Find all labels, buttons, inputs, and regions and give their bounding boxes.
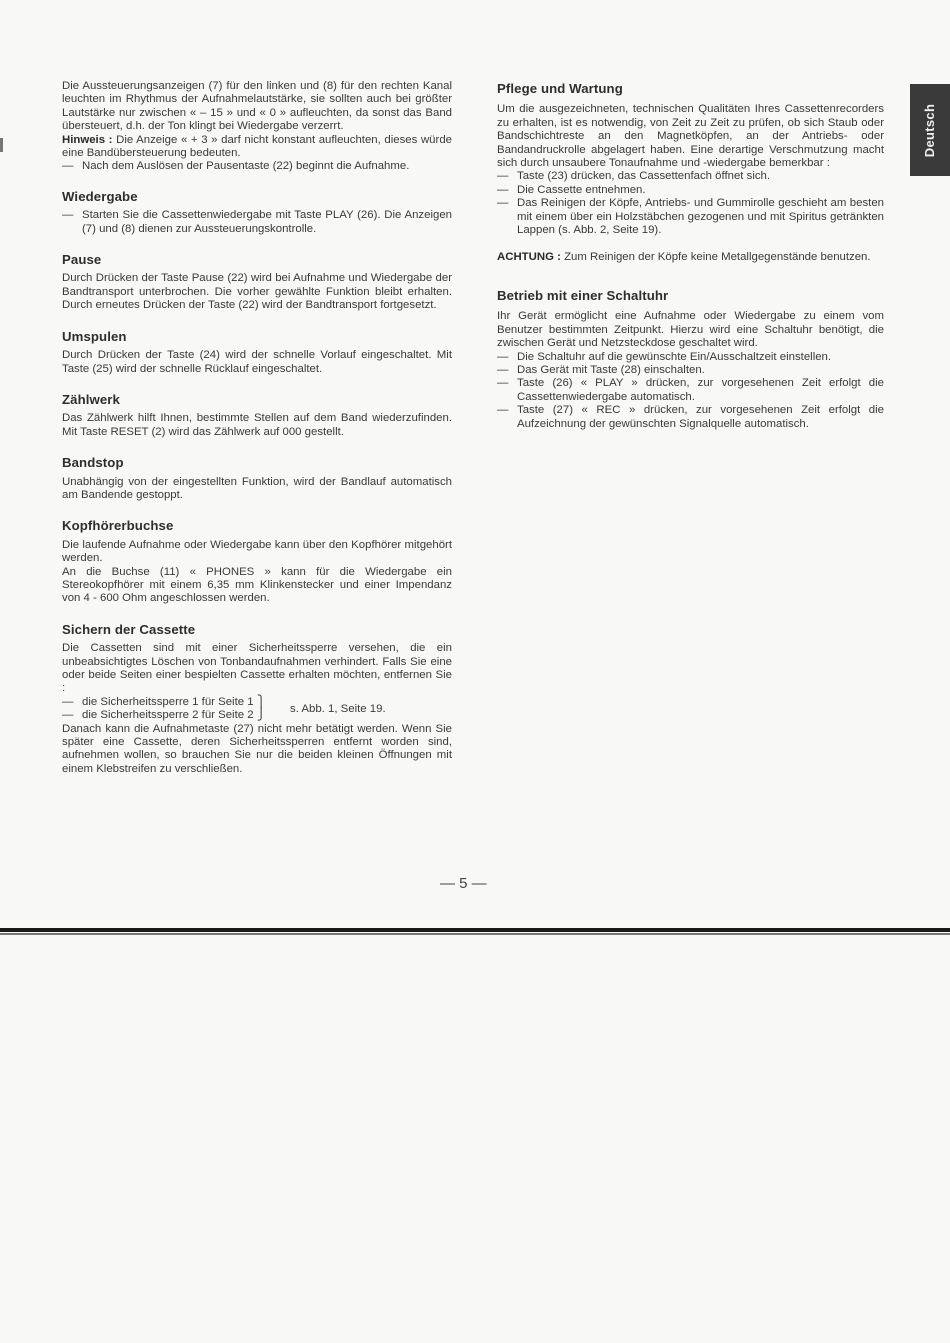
- lock-list: [62, 696, 452, 723]
- section-pause: [62, 253, 452, 313]
- section-text: Die laufende Aufnahme oder Wiedergabe kann über den Kopfhörer mitgehört werden.: [62, 538, 452, 565]
- section-text: An die Buchse (11) « PHONES » kann für die Wiedergabe ein Stereokopfhörer mit einem 6,35 mm Klinkenstecker und einer Impendanz von 4 - 600 Ohm angeschlossen werden.: [62, 565, 452, 605]
- section-title: Pause: [62, 252, 102, 268]
- list-item: — Das Gerät mit Taste (28) einschalten.: [497, 363, 705, 376]
- section-title: Wiedergabe: [62, 188, 138, 204]
- section-text: Das Zählwerk hilft Ihnen, bestimmte Stellen auf dem Band wiederzufinden. Mit Taste RESET (2) wird das Zählwerk auf 000 gestellt.: [62, 412, 452, 438]
- list-item: — Starten Sie die Cassettenwiedergabe mit Taste PLAY (26). Die Anzeigen (7) und (8) dienen zur Aussteuerungskontrolle.: [62, 209, 452, 235]
- section-title: Pflege und Wartung: [497, 81, 623, 96]
- hinweis-label: Hinweis :: [62, 133, 113, 146]
- section-text: Danach kann die Aufnahmetaste (27) nicht mehr betätigt werden. Wenn Sie später eine Cassette, deren Sicherheitssperren entfernt worden sind, aufnehmen wollen, so brauchen Sie nur die beiden kleinen Öffnungen mit einem Klebstreifen zu verschließen.: [62, 722, 452, 775]
- hinweis-paragraph: [62, 134, 452, 161]
- left-column: [62, 80, 452, 793]
- list-item: — Taste (27) « REC » drücken, zur vorgesehenen Zeit erfolgt die Aufzeichnung der gewünschten Signalquelle automatisch.: [497, 404, 884, 430]
- list-item: — Die Schaltuhr auf die gewünschte Ein/Ausschaltzeit einstellen.: [497, 350, 832, 363]
- achtung-label: ACHTUNG :: [497, 251, 561, 264]
- section-intro: [62, 80, 452, 174]
- section-title: Sichern der Cassette: [62, 621, 196, 637]
- section-text: Durch Drücken der Taste (24) wird der schnelle Vorlauf eingeschaltet. Mit Taste (25) wird der schnelle Rücklauf eingeschaltet.: [62, 349, 452, 375]
- margin-mark: [0, 138, 3, 152]
- section-umspulen: [62, 330, 452, 376]
- section-wiedergabe: [62, 190, 452, 236]
- list-item: — Taste (26) « PLAY » drücken, zur vorgesehenen Zeit erfolgt die Cassettenwiedergabe automatisch.: [497, 377, 884, 403]
- list-item: — Die Cassette entnehmen.: [497, 183, 646, 196]
- section-kopfhoerer: [62, 519, 452, 605]
- section-schaltuhr: [497, 289, 884, 431]
- language-tab-label: Deutsch: [922, 103, 938, 157]
- figure-reference: s. Abb. 1, Seite 19.: [290, 702, 386, 715]
- page-number: — 5 —: [440, 875, 487, 892]
- section-pflege: [497, 82, 884, 265]
- list-item: — Das Reinigen der Köpfe, Antriebs- und Gummirolle geschieht am besten mit einem über ein Holzstäbchen gezogenen und mit Spiritus getränkten Lappen (s. Abb. 2, Seite 19).: [497, 197, 884, 237]
- section-title: Kopfhörerbuchse: [62, 518, 174, 534]
- section-text: Unabhängig von der eingestellten Funktion, wird der Bandlauf automatisch am Bandende gestoppt.: [62, 475, 452, 501]
- section-title: Umspulen: [62, 328, 127, 344]
- list-item: — Nach dem Auslösen der Pausentaste (22) beginnt die Aufnahme.: [62, 160, 410, 173]
- section-text: Ihr Gerät ermöglicht eine Aufnahme oder Wiedergabe zu einem vom Benutzer bestimmten Zeitpunkt. Hierzu wird eine Schaltuhr benötigt, die zwischen Gerät und Netzsteckdose geschaltet wird.: [497, 310, 884, 350]
- achtung-text: Zum Reinigen der Köpfe keine Metallgegenstände benutzen.: [560, 251, 871, 264]
- section-text: Um die ausgezeichneten, technischen Qualitäten Ihres Cassettenrecorders zu erhalten, ist es notwendig, von Zeit zu Zeit zu prüfen, ob sich Staub oder Bandschichtreste an den Magnetköpfen, an der Antriebs- oder Bandandruckrolle abgelagert haben. Eine derartige Verschmutzung macht sich durch unsaubere Tonaufnahme und -wiedergabe bemerkbar :: [497, 103, 884, 170]
- right-column: [497, 82, 884, 448]
- section-zaehlwerk: [62, 393, 452, 439]
- achtung-paragraph: [497, 251, 884, 264]
- section-text: Die Cassetten sind mit einer Sicherheitssperre versehen, die ein unbeabsichtigtes Löschen von Tonbandaufnahmen verhindert. Falls Sie eine oder beide Seiten einer bespielten Cassette erhalten möchten, entfernen Sie :: [62, 642, 452, 695]
- section-title: Zählwerk: [62, 391, 120, 407]
- intro-paragraph: Die Aussteuerungsanzeigen (7) für den linken und (8) für den rechten Kanal leuchten im Rhythmus der Aufnahmelautstärke, sie sollten auch bei größter Lautstärke nur zwischen « – 15 » und « 0 » aufleuchten, da sonst das Band übersteuert, d.h. der Ton klingt bei Wiedergabe verzerrt.: [62, 80, 452, 133]
- list-item: — die Sicherheitssperre 1 für Seite 1 ⎫: [62, 695, 266, 708]
- section-bandstop: [62, 456, 452, 502]
- language-tab: [910, 84, 950, 176]
- list-item: — die Sicherheitssperre 2 für Seite 2 ⎭: [62, 709, 266, 722]
- section-text: Durch Drücken der Taste Pause (22) wird bei Aufnahme und Wiedergabe der Bandtransport unterbrochen. Die vorher gewählte Funktion bleibt erhalten. Durch erneutes Drücken der Taste (22) wird der Bandtransport fortgesetzt.: [62, 272, 452, 312]
- section-title: Betrieb mit einer Schaltuhr: [497, 287, 669, 303]
- section-title: Bandstop: [62, 455, 124, 471]
- page-edge-line: [0, 928, 950, 932]
- page-edge-line: [0, 933, 950, 935]
- section-sichern: [62, 623, 452, 776]
- list-item: — Taste (23) drücken, das Cassettenfach öffnet sich.: [497, 170, 771, 183]
- hinweis-text: Die Anzeige « + 3 » darf nicht konstant aufleuchten, dieses würde eine Bandübersteuerung bedeuten.: [62, 133, 452, 160]
